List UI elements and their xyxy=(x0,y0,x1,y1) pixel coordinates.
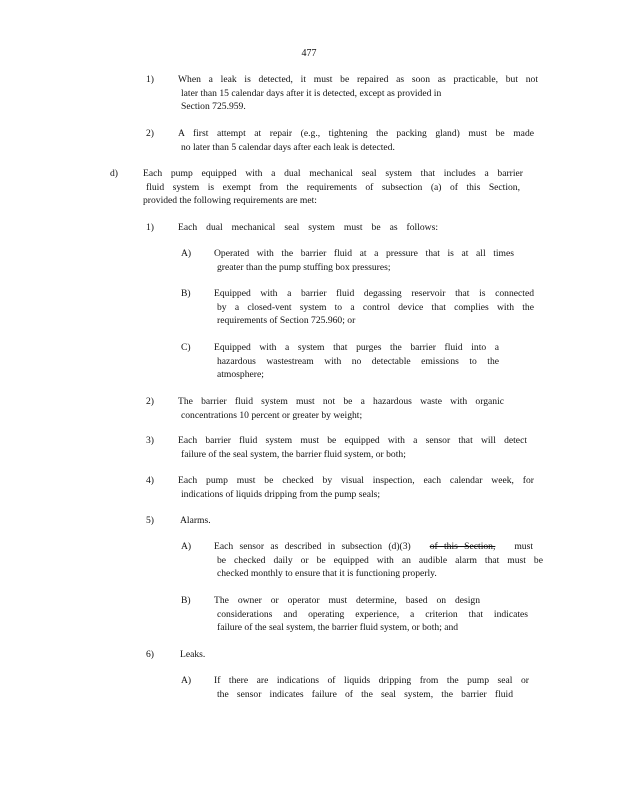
item-text xyxy=(178,221,438,235)
item-marker: 5) xyxy=(146,515,154,526)
text-line: Each pump must be checked by visual inspection, each calendar week, for xyxy=(178,475,534,486)
text-line: atmosphere; xyxy=(217,369,264,380)
text-line: considerations and operating experience, a criterion that indicates xyxy=(217,608,528,620)
text-line: Equipped with a system that purges the barrier fluid into a xyxy=(214,342,499,353)
text-line: failure of the seal system, the barrier fluid system, or both; xyxy=(181,448,406,460)
item-text xyxy=(178,395,504,422)
text-line: When a leak is detected, it must be repaired as soon as practicable, but not xyxy=(178,74,538,85)
text-line: later than 15 calendar days after it is detected, except as provided in xyxy=(181,87,442,99)
item-text xyxy=(214,247,514,274)
item-marker: B) xyxy=(181,595,191,606)
text-line: Alarms. xyxy=(180,515,211,526)
item-marker: A) xyxy=(181,675,192,686)
text-line: the sensor indicates failure of the seal system, the barrier fluid xyxy=(217,688,513,700)
text-segment: must xyxy=(514,541,533,552)
item-marker: A) xyxy=(181,541,192,552)
item-marker: d) xyxy=(110,168,118,179)
text-line: Section 725.959. xyxy=(181,101,246,112)
item-text xyxy=(178,434,527,461)
text-line: requirements of Section 725.960; or xyxy=(217,315,356,326)
text-line: by a closed-vent system to a control device that complies with the xyxy=(217,301,534,313)
text-line: If there are indications of liquids dripping from the pump seal or xyxy=(214,675,529,686)
text-line: Each pump equipped with a dual mechanical seal system that includes a barrier xyxy=(143,168,523,179)
item-text xyxy=(180,514,280,528)
item-marker: 3) xyxy=(146,435,154,446)
item-marker: 6) xyxy=(146,649,154,660)
page-number: 477 xyxy=(301,48,317,59)
text-line: The owner or operator must determine, based on design xyxy=(214,595,480,606)
struck-text: of this Section, xyxy=(429,541,496,552)
item-marker: 2) xyxy=(146,128,154,139)
text-line: concentrations 10 percent or greater by weight; xyxy=(181,409,363,421)
text-line: indications of liquids dripping from the pump seals; xyxy=(181,488,381,500)
text-line: no later than 5 calendar days after each leak is detected. xyxy=(181,141,395,153)
item-text xyxy=(180,648,280,662)
item-text xyxy=(178,73,538,114)
text-line: failure of the seal system, the barrier fluid system, or both; and xyxy=(217,622,459,633)
text-line: Each barrier fluid system must be equipped with a sensor that will detect xyxy=(178,435,527,446)
text-segment: Each sensor as described in subsection (d)(3) xyxy=(214,541,411,552)
item-marker: B) xyxy=(181,288,191,299)
item-marker: 2) xyxy=(146,396,154,407)
text-line: provided the following requirements are met: xyxy=(143,195,317,206)
text-line: be checked daily or be equipped with an audible alarm that must be xyxy=(217,554,543,566)
item-text xyxy=(214,594,528,635)
text-line: checked monthly to ensure that it is functioning properly. xyxy=(217,568,437,579)
text-line: Operated with the barrier fluid at a pressure that is at all times xyxy=(214,248,514,259)
text-line: The barrier fluid system must not be a hazardous waste with organic xyxy=(178,396,504,407)
text-line xyxy=(214,540,533,554)
item-text xyxy=(214,341,499,382)
item-marker: A) xyxy=(181,248,192,259)
item-text xyxy=(214,287,534,328)
text-line: A first attempt at repair (e.g., tightening the packing gland) must be made xyxy=(178,128,534,139)
item-marker: 4) xyxy=(146,475,154,486)
text-line: Each dual mechanical seal system must be as follows: xyxy=(178,222,438,233)
text-line: greater than the pump stuffing box pressures; xyxy=(217,261,391,273)
item-marker: C) xyxy=(181,342,191,353)
text-line: Equipped with a barrier fluid degassing reservoir that is connected xyxy=(214,288,534,299)
text-line: fluid system is exempt from the requirements of subsection (a) of this Section, xyxy=(146,181,520,193)
item-marker: 1) xyxy=(146,222,154,233)
item-text xyxy=(178,474,534,501)
item-text xyxy=(214,674,529,701)
item-marker: 1) xyxy=(146,74,154,85)
item-text xyxy=(178,127,534,154)
text-line: Leaks. xyxy=(180,649,206,660)
item-text xyxy=(143,167,523,208)
text-line: hazardous wastestream with no detectable emissions to the xyxy=(217,355,499,367)
item-text xyxy=(214,540,543,581)
